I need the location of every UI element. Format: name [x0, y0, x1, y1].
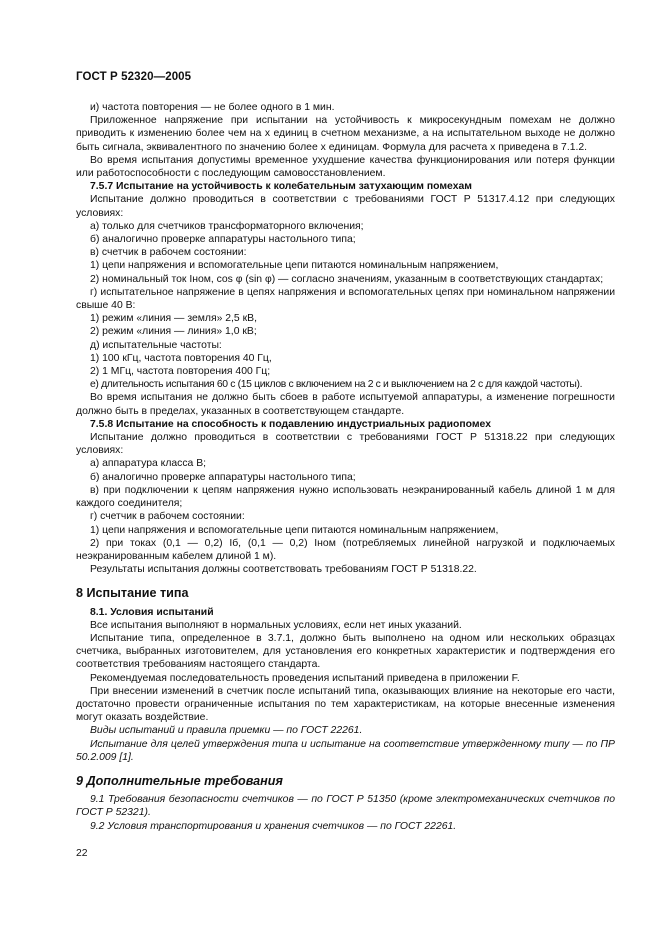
list-item: а) аппаратура класса В; — [90, 458, 207, 470]
list-item: и) частота повторения — не более одного в 1 мин. — [90, 102, 335, 113]
paragraph: Испытание типа, определенное в 3.7.1, должно быть выполнено на одном или нескольких образцах счетчика, выбранных изготовителем, для установления его конкретных характеристик и подтверждения его соответствия требованиям настоящего стандарта. — [76, 632, 615, 671]
list-item: 1) режим «линия — земля» 2,5 кВ, — [90, 313, 257, 325]
paragraph: 9.1 Требования безопасности счетчиков — по ГОСТ Р 51350 (кроме электромеханических счетчиков по ГОСТ Р 52321). — [76, 794, 615, 819]
paragraph: Испытание для целей утверждения типа и испытание на соответствие утвержденному типу — по ПР 50.2.009 [1]. — [76, 738, 615, 763]
list-item: 2) номинальный ток Iном, cos φ (sin φ) — согласно значениям, указанным в соответствующих стандартах; — [90, 273, 604, 285]
paragraph: Испытание должно проводиться в соответствии с требованиями ГОСТ Р 51318.22 при следующих условиях: — [76, 432, 615, 457]
section-heading-8: 8 Испытание типа — [76, 586, 189, 601]
list-item: 1) цепи напряжения и вспомогательные цепи питаются номинальным напряжением, — [90, 260, 499, 272]
paragraph: Все испытания выполняют в нормальных условиях, если нет иных указаний. — [90, 619, 462, 631]
list-item: г) счетчик в рабочем состоянии: — [90, 511, 245, 523]
section-heading-7-5-8: 7.5.8 Испытание на способность к подавлению индустриальных радиопомех — [90, 418, 491, 430]
list-item: в) при подключении к цепям напряжения нужно использовать неэкранированный кабель длиной 1 м для каждого соединителя; — [76, 484, 615, 510]
paragraph: 9.2 Условия транспортирования и хранения счетчиков — по ГОСТ 22261. — [90, 820, 457, 832]
list-item: е) длительность испытания 60 с (15 циклов с включением на 2 с и выключением на 2 с для каждой частоты). — [90, 379, 583, 391]
list-item: г) испытательное напряжение в цепях напряжения и вспомогательных цепях при номинальном напряжении свыше 40 В: — [76, 286, 615, 312]
paragraph: Рекомендуемая последовательность проведения испытаний приведена в приложении F. — [90, 672, 520, 684]
document-header: ГОСТ Р 52320—2005 — [76, 71, 192, 83]
section-heading-7-5-7: 7.5.7 Испытание на устойчивость к колебательным затухающим помехам — [90, 181, 472, 193]
list-item: в) счетчик в рабочем состоянии: — [90, 247, 247, 259]
list-item: б) аналогично проверке аппаратуры настольного типа; — [90, 471, 356, 483]
paragraph: Во время испытания допустимы временное ухудшение качества функционирования или потеря функции или работоспособности с последующим самовосстановлением. — [76, 154, 615, 180]
list-item: д) испытательные частоты: — [90, 339, 222, 351]
paragraph: При внесении изменений в счетчик после испытаний типа, оказывающих влияние на некоторые его части, достаточно провести ограниченные испытания по тем характеристикам, на которые внесенные изменения могут оказать воздействие. — [76, 685, 615, 724]
document-body — [76, 101, 615, 833]
paragraph: Результаты испытания должны соответствовать требованиям ГОСТ Р 51318.22. — [90, 564, 477, 576]
list-item: 2) режим «линия — линия» 1,0 кВ; — [90, 326, 257, 338]
list-item: а) только для счетчиков трансформаторного включения; — [90, 220, 364, 232]
paragraph: Виды испытаний и правила приемки — по ГОСТ 22261. — [90, 725, 363, 737]
paragraph: Испытание должно проводиться в соответствии с требованиями ГОСТ Р 51317.4.12 при следующих условиях: — [76, 194, 615, 219]
list-item: 1) 100 кГц, частота повторения 40 Гц, — [90, 352, 272, 364]
page-number: 22 — [76, 848, 88, 859]
paragraph: Приложенное напряжение при испытании на устойчивость к микросекундным помехам не должно приводить к изменению более чем на x единиц в счетном механизме, а на испытательном выходе не должно быть сигнала, эквивалентного по значению более x единицам. Формула для расчета x приведена в 7.1.2. — [76, 115, 615, 153]
paragraph: Во время испытания не должно быть сбоев в работе испытуемой аппаратуры, а изменение погрешности должно быть в пределах, указанных в соответствующем стандарте. — [76, 392, 615, 417]
list-item: б) аналогично проверке аппаратуры настольного типа; — [90, 234, 356, 246]
list-item: 1) цепи напряжения и вспомогательные цепи питаются номинальным напряжением, — [90, 524, 499, 536]
list-item: 2) 1 МГц, частота повторения 400 Гц; — [90, 366, 271, 378]
section-heading-8-1: 8.1. Условия испытаний — [90, 606, 214, 618]
list-item: 2) при токах (0,1 — 0,2) Iб, (0,1 — 0,2) Iном (потребляемых линейной нагрузкой и подключаемых неэкранированным кабелем длиной 1 м). — [76, 537, 615, 562]
section-heading-9: 9 Дополнительные требования — [76, 773, 283, 788]
